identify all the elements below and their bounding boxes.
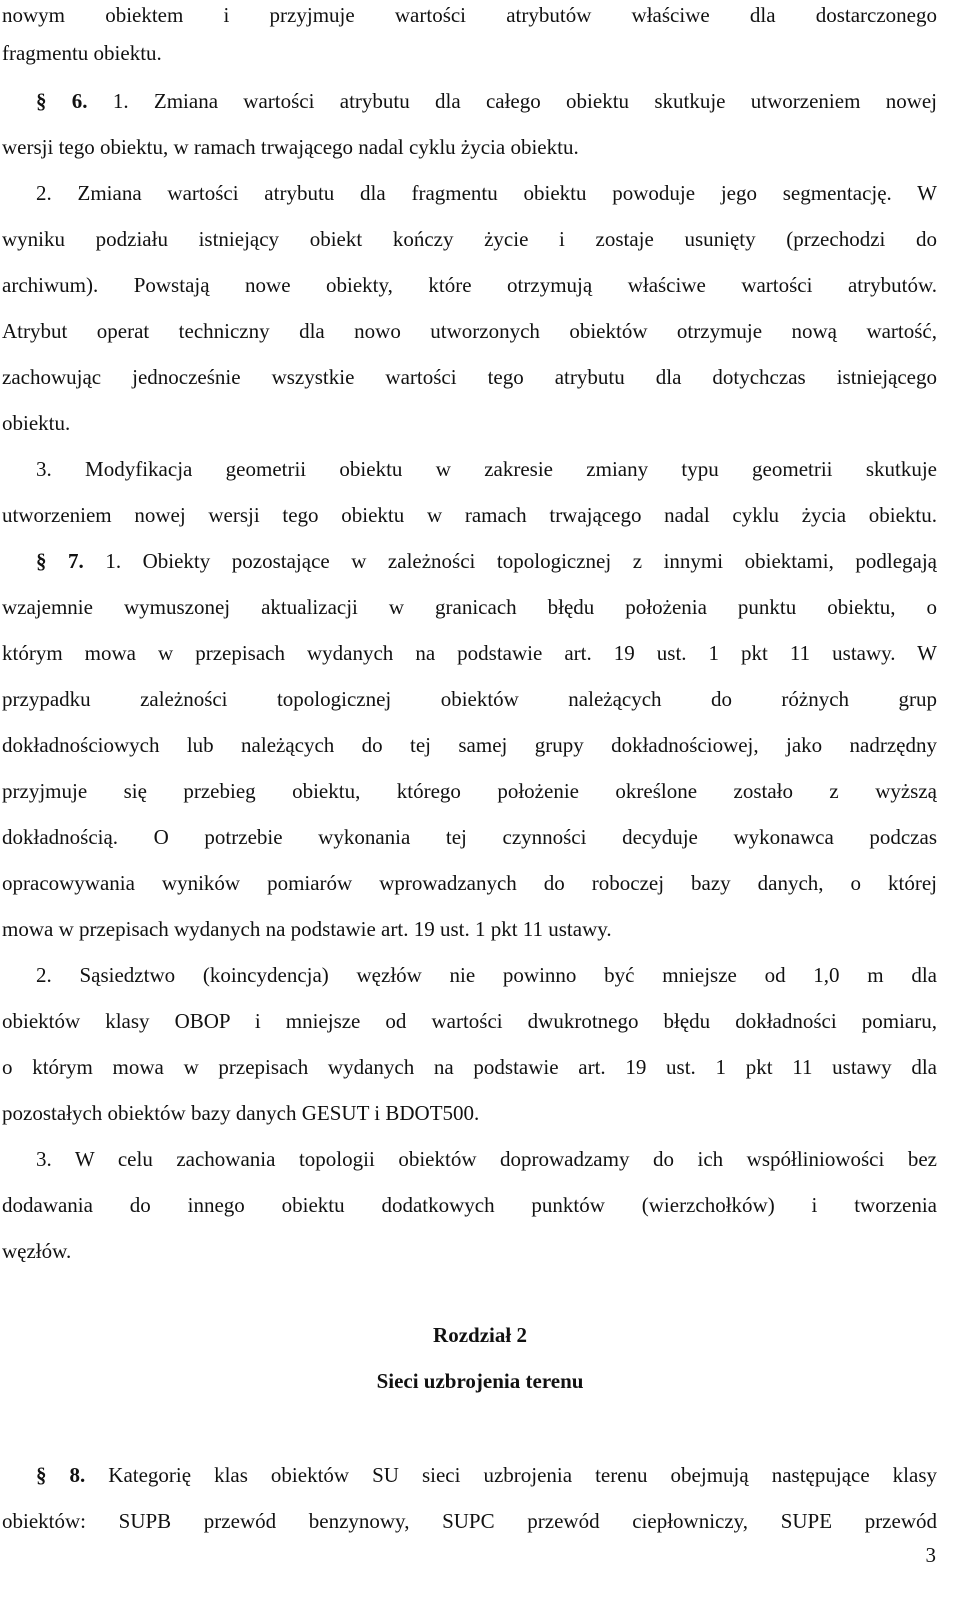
text-line: 1. Obiekty pozostające w zależności topologicznej z innymi obiektami, podlegają	[105, 549, 937, 573]
text-line: 2. Sąsiedztwo (koincydencja) węzłów nie powinno być mniejsze od 1,0 m dla	[36, 963, 937, 987]
paragraph-6-1	[36, 86, 937, 116]
text-line: zachowując jednocześnie wszystkie wartości tego atrybutu dla dotychczas istniejącego	[2, 365, 937, 389]
text-line: fragmentu obiektu.	[2, 41, 162, 65]
text-line: nowym obiektem i przyjmuje wartości atrybutów właściwe dla dostarczonego	[2, 3, 937, 27]
text-line: wzajemnie wymuszonej aktualizacji w granicach błędu położenia punktu obiektu, o	[2, 595, 937, 619]
paragraph-7-1	[36, 546, 937, 576]
text-line: Atrybut operat techniczny dla nowo utworzonych obiektów otrzymuje nową wartość,	[2, 319, 937, 343]
text-line: wersji tego obiektu, w ramach trwającego nadal cyklu życia obiektu.	[2, 135, 579, 159]
text-line: obiektów: SUPB przewód benzynowy, SUPC przewód ciepłowniczy, SUPE przewód	[2, 1509, 937, 1533]
text-line: obiektów klasy OBOP i mniejsze od wartości dwukrotnego błędu dokładności pomiaru,	[2, 1009, 937, 1033]
section-mark-7: § 7.	[36, 549, 84, 573]
text-line: 1. Zmiana wartości atrybutu dla całego obiektu skutkuje utworzeniem nowej	[112, 89, 937, 113]
text-line: 3. Modyfikacja geometrii obiektu w zakresie zmiany typu geometrii skutkuje	[36, 457, 937, 481]
text-line: dokładnością. O potrzebie wykonania tej czynności decyduje wykonawca podczas	[2, 825, 937, 849]
chapter-title: Sieci uzbrojenia terenu	[376, 1369, 584, 1393]
text-line: archiwum). Powstają nowe obiekty, które otrzymują właściwe wartości atrybutów.	[2, 273, 937, 297]
text-line: przypadku zależności topologicznej obiektów należących do różnych grup	[2, 687, 937, 711]
text-line: o którym mowa w przepisach wydanych na podstawie art. 19 ust. 1 pkt 11 ustawy dla	[2, 1055, 937, 1079]
text-line: wyniku podziału istniejący obiekt kończy życie i zostaje usunięty (przechodzi do	[2, 227, 937, 251]
text-line: 3. W celu zachowania topologii obiektów doprowadzamy do ich współliniowości bez	[36, 1147, 937, 1171]
text-line: utworzeniem nowej wersji tego obiektu w ramach trwającego nadal cyklu życia obiektu.	[2, 503, 937, 527]
chapter-number: Rozdział 2	[433, 1323, 527, 1347]
text-line: przyjmuje się przebieg obiektu, którego położenie określone zostało z wyższą	[2, 779, 937, 803]
text-line: opracowywania wyników pomiarów wprowadzanych do roboczej bazy danych, o której	[2, 871, 937, 895]
paragraph-8	[36, 1460, 937, 1490]
text-line: Kategorię klas obiektów SU sieci uzbrojenia terenu obejmują następujące klasy	[108, 1463, 937, 1487]
text-line: węzłów.	[2, 1239, 72, 1263]
text-line: pozostałych obiektów bazy danych GESUT i BDOT500.	[2, 1101, 480, 1125]
text-line: którym mowa w przepisach wydanych na podstawie art. 19 ust. 1 pkt 11 ustawy. W	[2, 641, 937, 665]
section-mark-8: § 8.	[36, 1463, 86, 1487]
text-line: dokładnościowych lub należących do tej samej grupy dokładnościowej, jako nadrzędny	[2, 733, 937, 757]
text-line: mowa w przepisach wydanych na podstawie art. 19 ust. 1 pkt 11 ustawy.	[2, 917, 612, 941]
page-number: 3	[925, 1543, 936, 1567]
section-mark-6: § 6.	[36, 89, 88, 113]
text-line: obiektu.	[2, 411, 71, 435]
text-line: dodawania do innego obiektu dodatkowych punktów (wierzchołków) i tworzenia	[2, 1193, 937, 1217]
text-line: 2. Zmiana wartości atrybutu dla fragmentu obiektu powoduje jego segmentację. W	[36, 181, 937, 205]
